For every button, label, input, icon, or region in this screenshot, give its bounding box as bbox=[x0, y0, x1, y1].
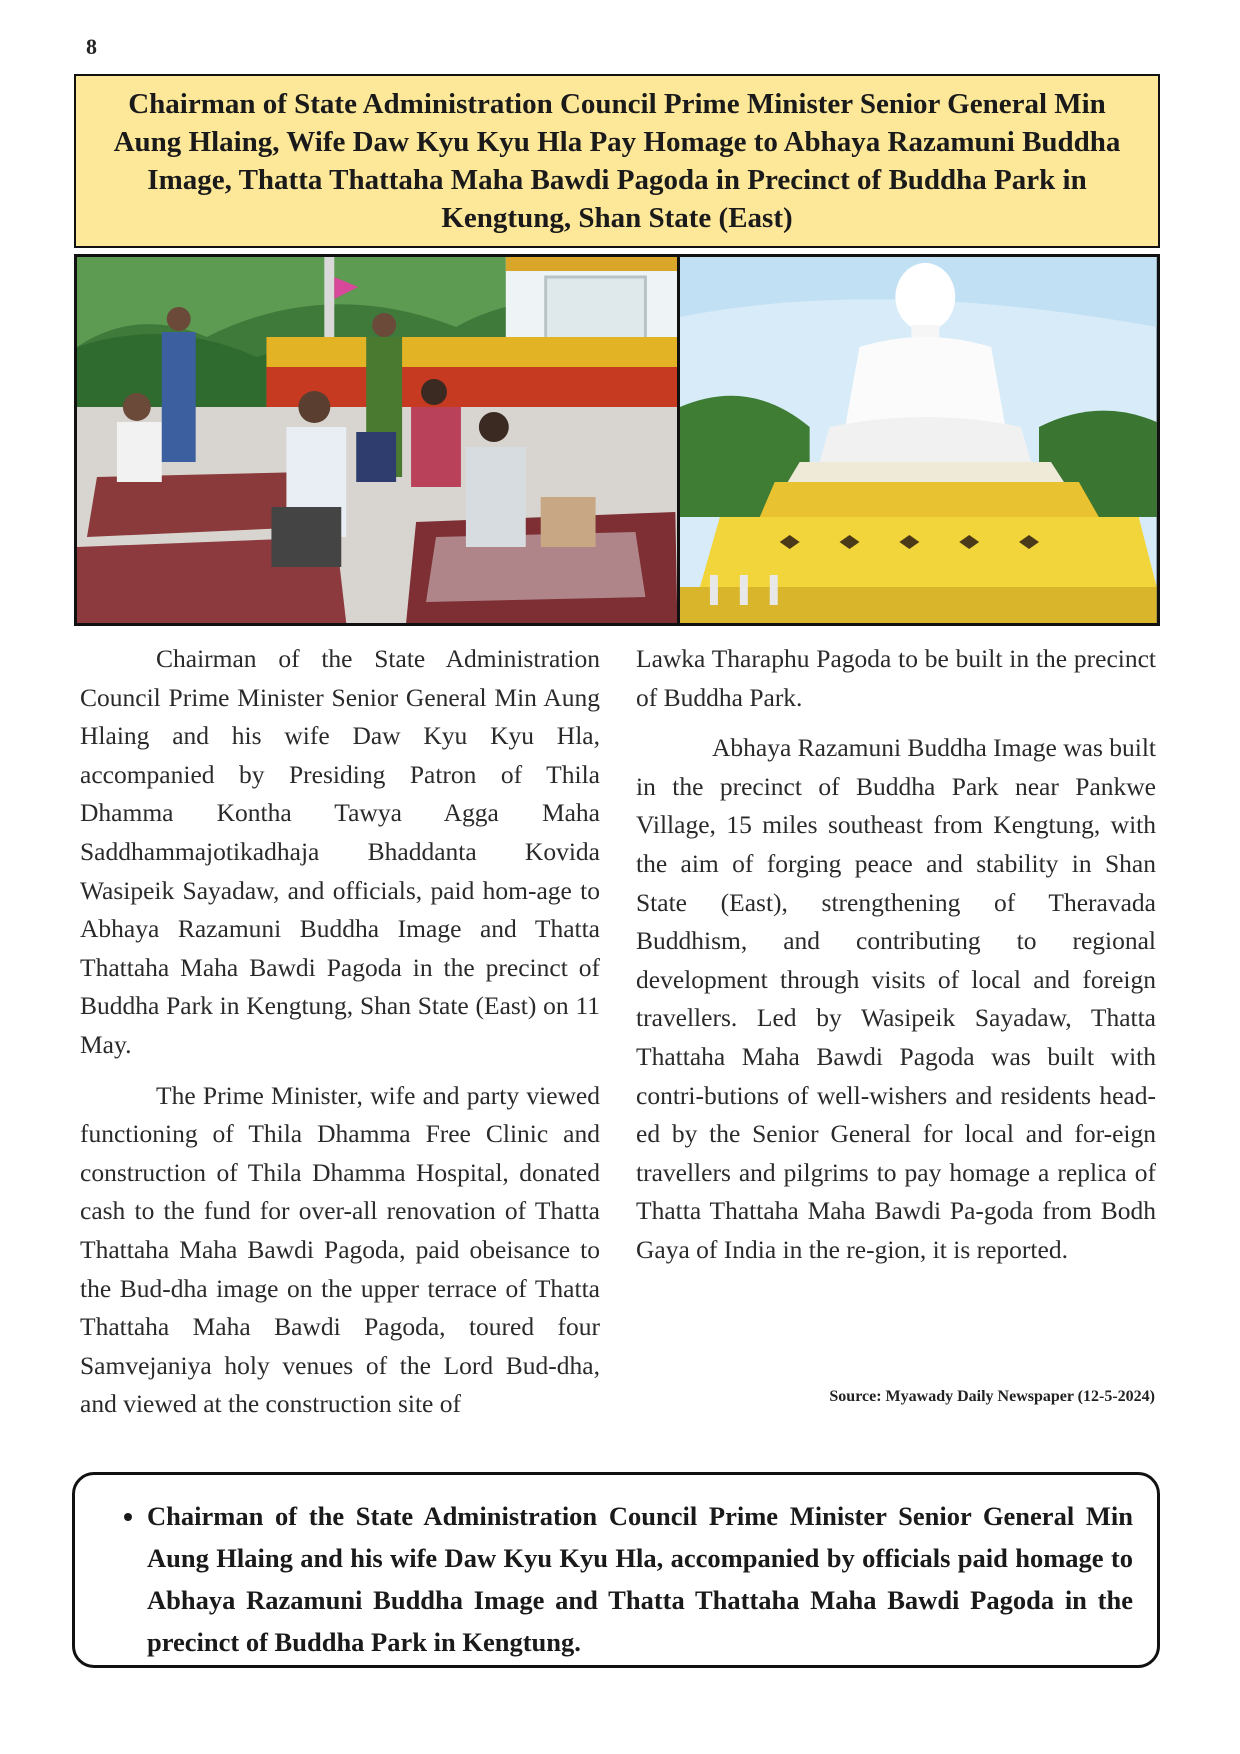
headline: Chairman of State Administration Council Prime Minister Senior General Min Aung Hlaing, Wife Daw Kyu Kyu Hla Pay Homage to Abhaya Razamuni Buddha Image, Thatta Thattaha Maha Bawdi Pagoda in Precinct of Buddha Park in Kengtung, Shan State (East) bbox=[113, 88, 1121, 234]
article-column-left bbox=[80, 640, 600, 1436]
article-paragraph: Abhaya Razamuni Buddha Image was built in the precinct of Buddha Park near Pankwe Village, 15 miles southeast from Kengtung, with the aim of forging peace and stability in Shan State (East), strengthening of Theravada Buddhism, and contributing to regional development through visits of local and foreign travellers. Led by Wasipeik Sayadaw, Thatta Thattaha Maha Bawdi Pagoda was built with contri-butions of well-wishers and residents head-ed by the Senior General for local and for-eign travellers and pilgrims to pay homage a replica of Thatta Thattaha Maha Bawdi Pa-goda from Bodh Gaya of India in the re-gion, it is reported. bbox=[636, 733, 1157, 1264]
summary-bullet: • Chairman of the State Administration Council Prime Minister Senior General Min Aung Hlaing and his wife Daw Kyu Kyu Hla, accompanied by officials paid homage to Abhaya Razamuni Buddha Image and Thatta Thattaha Maha Bawdi Pagoda in the precinct of Buddha Park in Kengtung. bbox=[147, 1495, 1133, 1663]
article-column-right bbox=[636, 640, 1156, 1282]
summary-box bbox=[72, 1472, 1160, 1668]
source-credit: Source: Myawady Daily Newspaper (12-5-2024) bbox=[829, 1388, 1155, 1405]
article-paragraph-continuation: Lawka Tharaphu Pagoda to be built in the precinct of Buddha Park. bbox=[636, 644, 1156, 712]
photo-strip bbox=[74, 254, 1160, 626]
page-number: 8 bbox=[86, 34, 97, 59]
article-paragraph: Chairman of the State Administration Council Prime Minister Senior General Min Aung Hlaing and his wife Daw Kyu Kyu Hla, accompanied by Presiding Patron of Thila Dhamma Kontha Tawya Agga Maha Saddhammajotikadhaja Bhaddanta Kovida Wasipeik Sayadaw, and officials, paid hom-age to Abhaya Razamuni Buddha Image and Thatta Thattaha Maha Bawdi Pagoda in the precinct of Buddha Park in Kengtung, Shan State (East) on 11 May. bbox=[80, 644, 600, 1059]
headline-box bbox=[74, 74, 1160, 248]
photo-paying-homage bbox=[77, 257, 677, 623]
article-paragraph: The Prime Minister, wife and party viewed functioning of Thila Dhamma Free Clinic and construction of Thila Dhamma Hospital, donated cash to the fund for over-all renovation of Thatta Thattaha Maha Bawdi Pagoda, paid obeisance to the Bud-dha image on the upper terrace of Thatta Thattaha Maha Bawdi Pagoda, toured four Samvejaniya holy venues of the Lord Bud-dha, and viewed at the construction site of bbox=[80, 1080, 600, 1419]
photo-white-buddha-statue bbox=[680, 257, 1157, 623]
